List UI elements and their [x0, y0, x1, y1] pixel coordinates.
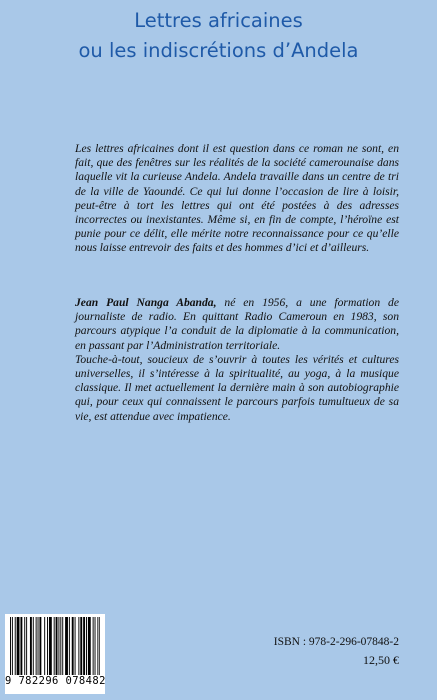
author-name: Jean Paul Nanga Abanda, [75, 296, 217, 309]
bio-paragraph-1-text: né en 1956, a une formation de journaliste de radio. En quittant Radio Cameroun en 1983, son parcours atypique l’a conduit de la diplomatie à la communication, en passant par l’Administration territoriale. [75, 296, 399, 352]
price-label: 12,50 € [363, 653, 399, 667]
book-title-line-2: ou les indiscrétions d’Andela [78, 39, 359, 62]
isbn-label: ISBN : 978-2-296-07848-2 [273, 636, 399, 648]
barcode [5, 614, 105, 694]
barcode-digits: 9 782296 078482 [5, 675, 106, 687]
bio-paragraph-1 [75, 296, 399, 353]
barcode-bars [10, 617, 100, 677]
author-biography [75, 296, 399, 424]
book-title [0, 6, 437, 66]
summary-paragraph: Les lettres africaines dont il est question dans ce roman ne sont, en fait, que des fenêtres sur les réalités de la société camerounaise dans laquelle vit la curieuse Andela. Andela travaille dans un centre de tri de la ville de Yaoundé. Ce qui lui donne l’occasion de lire à loisir, peut-être à tort les lettres qui ont été postées à des adresses incorrectes ou inexistantes. Même si, en fin de compte, l’héroïne est punie pour ce délit, elle mérite notre reconnaissance pour ce qu’elle nous laisse entrevoir des faits et des hommes d’ici et d’ailleurs. [75, 142, 399, 255]
bio-paragraph-2: Touche-à-tout, soucieux de s’ouvrir à toutes les vérités et cultures universelles, il s’intéresse à la spiritualité, au yoga, à la musique classique. Il met actuellement la dernière main à son autobiographie qui, pour ceux qui connaissent le parcours parfois tumultueux de sa vie, est attendue avec impatience. [75, 352, 399, 423]
book-summary [75, 142, 399, 256]
book-title-line-1: Lettres africaines [134, 9, 303, 32]
